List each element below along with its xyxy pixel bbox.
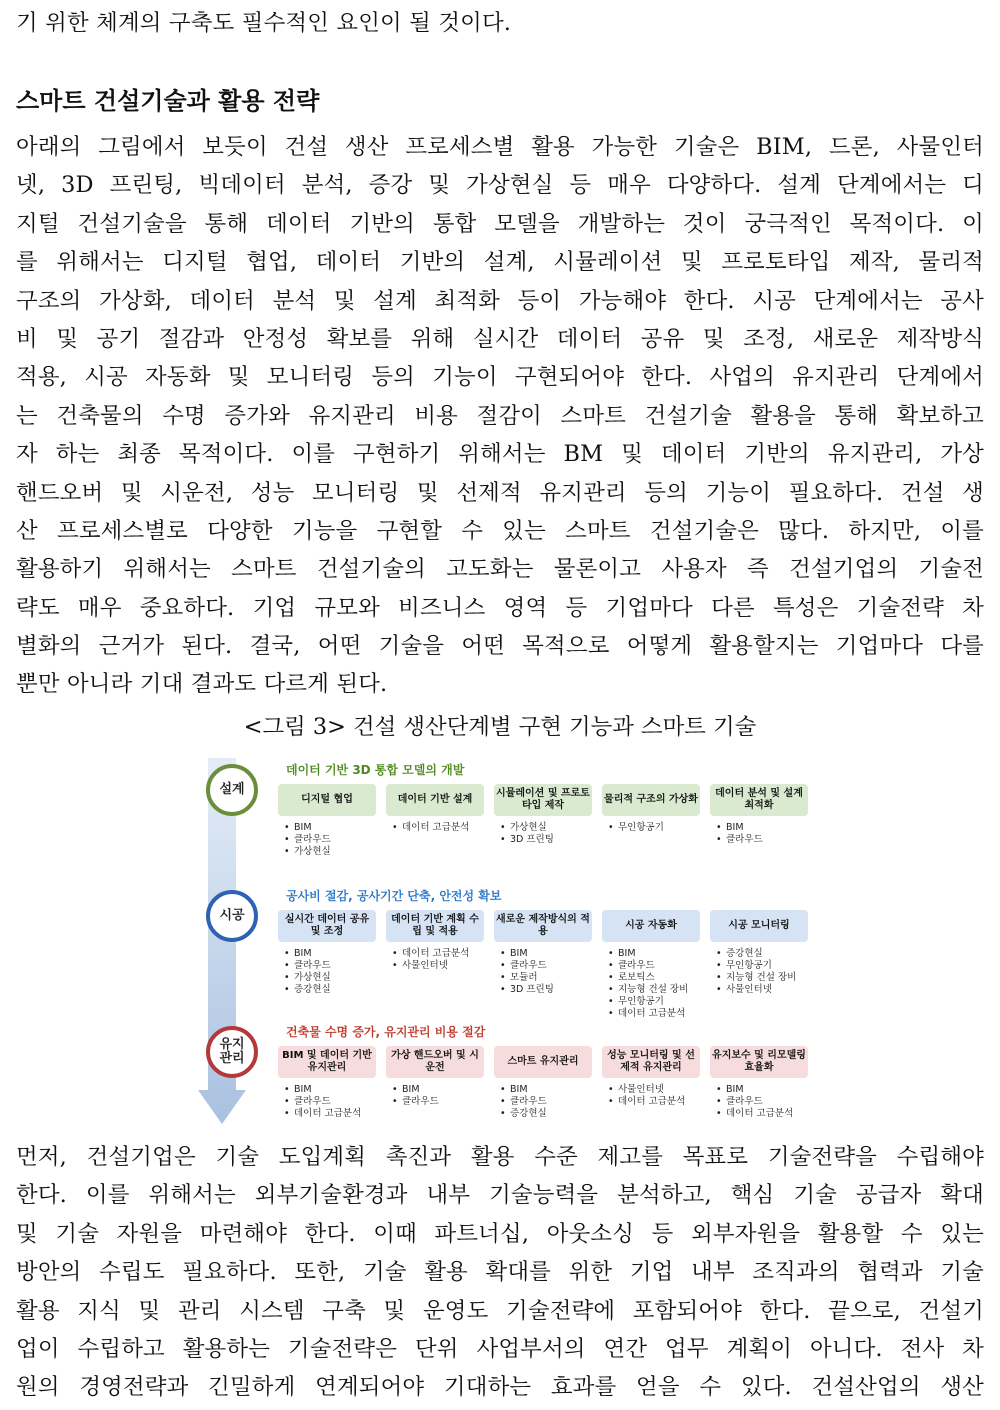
stage-circle-design: 설계 (206, 764, 258, 816)
paragraph-main (16, 128, 984, 704)
tech-list (716, 948, 820, 996)
tech-item: • 데이터 고급분석 (716, 1108, 820, 1120)
text-line: 자 하는 최종 목적이다. 이를 구현하기 위해서는 BM 및 데이터 기반의 유지관리, 가상 (16, 441, 984, 468)
tech-list (716, 1084, 820, 1120)
text-line: 활용하기 위해서는 스마트 건설기술의 고도화는 물론이고 사용자 즉 건설기업의 기술전 (16, 556, 984, 583)
tech-item: • 가상현실 (284, 846, 388, 858)
function-box: 디지털 협업 (278, 784, 376, 816)
tech-list (392, 822, 496, 834)
tech-item: • BIM (284, 948, 388, 960)
function-box: BIM 및 데이터 기반 유지관리 (278, 1046, 376, 1078)
tech-item: • 클라우드 (500, 960, 604, 972)
tech-item: • 데이터 고급분석 (392, 948, 496, 960)
tech-list (392, 948, 496, 972)
stage-circle-maintenance: 유지 관리 (206, 1026, 258, 1078)
function-box: 물리적 구조의 가상화 (602, 784, 700, 816)
tech-item: • BIM (716, 1084, 820, 1096)
tech-item: • BIM (284, 822, 388, 834)
tech-item: • 클라우드 (716, 1096, 820, 1108)
figure-caption: <그림 3> 건설 생산단계별 구현 기능과 스마트 기술 (243, 714, 757, 740)
tech-item: • 사물인터넷 (608, 1084, 712, 1096)
paragraph-top (16, 4, 984, 42)
text-line: 방안의 수립도 필요하다. 또한, 기술 활용 확대를 위한 기업 내부 조직과의 협력과 기술 (16, 1259, 984, 1286)
function-box: 가상 핸드오버 및 시운전 (386, 1046, 484, 1078)
text-line: 한다. 이를 위해서는 외부기술환경과 내부 기술능력을 분석하고, 핵심 기술 공급자 확대 (16, 1182, 984, 1209)
stage-title-construction: 공사비 절감, 공사기간 단축, 안전성 확보 (286, 889, 502, 903)
tech-item: • 클라우드 (284, 834, 388, 846)
tech-item: • BIM (500, 1084, 604, 1096)
tech-item: • 지능형 건설 장비 (716, 972, 820, 984)
function-box: 데이터 분석 및 설계 최적화 (710, 784, 808, 816)
tech-list (284, 948, 388, 996)
tech-list (500, 1084, 604, 1120)
tech-item: • 가상현실 (500, 822, 604, 834)
tech-item: • 클라우드 (392, 1096, 496, 1108)
tech-item: • 클라우드 (716, 834, 820, 846)
tech-list (608, 822, 712, 834)
tech-item: • 증강현실 (500, 1108, 604, 1120)
tech-item: • 3D 프린팅 (500, 984, 604, 996)
text-line: 를 위해서는 디지털 협업, 데이터 기반의 설계, 시뮬레이션 및 프로토타입 제작, 물리적 (16, 249, 984, 276)
tech-list (608, 948, 712, 1020)
text-line: 산 프로세스별로 다양한 기능을 구현할 수 있는 스마트 건설기술은 많다. 하지만, 이를 (16, 517, 984, 544)
text-line: 원의 경영전략과 긴밀하게 연계되어야 기대하는 효과를 얻을 수 있다. 건설산업의 생산 (16, 1374, 984, 1401)
tech-list (392, 1084, 496, 1108)
tech-list (284, 822, 388, 858)
tech-item: • BIM (716, 822, 820, 834)
text-line: 비 및 공기 절감과 안정성 확보를 위해 실시간 데이터 공유 및 조정, 새로운 제작방식 (16, 325, 984, 352)
tech-list (284, 1084, 388, 1120)
tech-item: • 지능형 건설 장비 (608, 984, 712, 996)
function-box: 데이터 기반 계획 수립 및 적용 (386, 910, 484, 942)
text-line: 핸드오버 및 시운전, 성능 모니터링 및 선제적 유지관리 등의 기능이 필요하다. 건설 생 (16, 479, 984, 506)
text-line: 기 위한 체계의 구축도 필수적인 요인이 될 것이다. (16, 10, 512, 36)
text-line: 먼저, 건설기업은 기술 도입계획 촉진과 활용 수준 제고를 목표로 기술전략을 수립해야 (16, 1144, 984, 1170)
function-box: 시공 자동화 (602, 910, 700, 942)
text-line: 구조의 가상화, 데이터 분석 및 설계 최적화 등이 가능해야 한다. 시공 단계에서는 공사 (16, 287, 984, 314)
tech-item: • 무인항공기 (716, 960, 820, 972)
tech-item: • 클라우드 (284, 1096, 388, 1108)
tech-item: • 사물인터넷 (392, 960, 496, 972)
function-box: 데이터 기반 설계 (386, 784, 484, 816)
function-box: 스마트 유지관리 (494, 1046, 592, 1078)
section-heading: 스마트 건설기술과 활용 전략 (16, 87, 320, 115)
tech-item: • BIM (608, 948, 712, 960)
tech-item: • 클라우드 (500, 1096, 604, 1108)
text-line: 략도 매우 중요하다. 기업 규모와 비즈니스 영역 등 기업마다 다른 특성은 기술전략 차 (16, 594, 984, 621)
stage-title-maintenance: 건축물 수명 증가, 유지관리 비용 절감 (286, 1025, 486, 1039)
tech-item: • 로보틱스 (608, 972, 712, 984)
text-line: 아래의 그림에서 보듯이 건설 생산 프로세스별 활용 가능한 기술은 BIM, 드론, 사물인터 (16, 134, 984, 160)
function-box: 시뮬레이션 및 프로토타입 제작 (494, 784, 592, 816)
function-box: 새로운 제작방식의 적용 (494, 910, 592, 942)
function-box: 성능 모니터링 및 선제적 유지관리 (602, 1046, 700, 1078)
tech-item: • BIM (392, 1084, 496, 1096)
text-line: 활용 지식 및 관리 시스템 구축 및 운영도 기술전략에 포함되어야 한다. 끝으로, 건설기 (16, 1297, 984, 1324)
text-line: 는 건축물의 수명 증가와 유지관리 비용 절감이 스마트 건설기술 활용을 통해 확보하고 (16, 402, 984, 429)
tech-list (716, 822, 820, 846)
tech-item: • 증강현실 (284, 984, 388, 996)
tech-list (608, 1084, 712, 1108)
text-line: 적용, 시공 자동화 및 모니터링 등의 기능이 구현되어야 한다. 사업의 유지관리 단계에서 (16, 364, 984, 391)
stage-title-design: 데이터 기반 3D 통합 모델의 개발 (286, 763, 465, 777)
text-line: 및 기술 자원을 마련해야 한다. 이때 파트너십, 아웃소싱 등 외부자원을 활용할 수 있는 (16, 1220, 984, 1247)
paragraph-bottom (16, 1138, 984, 1407)
function-box: 실시간 데이터 공유 및 조정 (278, 910, 376, 942)
text-line: 지털 건설기술을 통해 데이터 기반의 통합 모델을 개발하는 것이 궁극적인 목적이다. 이 (16, 210, 984, 237)
text-line: 업이 수립하고 활용하는 기술전략은 단위 사업부서의 연간 업무 계획이 아니다. 전사 차 (16, 1335, 984, 1362)
tech-item: • 3D 프린팅 (500, 834, 604, 846)
function-box: 유지보수 및 리모델링 효율화 (710, 1046, 808, 1078)
tech-item: • 클라우드 (284, 960, 388, 972)
tech-item: • 데이터 고급분석 (608, 1096, 712, 1108)
text-line: 별화의 근거가 된다. 결국, 어떤 기술을 어떤 목적으로 어떻게 활용할지는 기업마다 다를 (16, 633, 984, 660)
tech-item: • 증강현실 (716, 948, 820, 960)
text-line: 뿐만 아니라 기대 결과도 다르게 된다. (16, 671, 388, 698)
tech-item: • 모듈러 (500, 972, 604, 984)
tech-item: • 데이터 고급분석 (392, 822, 496, 834)
tech-item: • BIM (500, 948, 604, 960)
tech-item: • 무인항공기 (608, 822, 712, 834)
tech-item: • 클라우드 (608, 960, 712, 972)
tech-list (500, 822, 604, 846)
figure-diagram (196, 754, 808, 1126)
tech-item: • 사물인터넷 (716, 984, 820, 996)
text-line: 넷, 3D 프린팅, 빅데이터 분석, 증강 및 가상현실 등 매우 다양하다. 설계 단계에서는 디 (16, 172, 984, 199)
tech-item: • BIM (284, 1084, 388, 1096)
tech-item: • 데이터 고급분석 (608, 1008, 712, 1020)
function-box: 시공 모니터링 (710, 910, 808, 942)
tech-item: • 데이터 고급분석 (284, 1108, 388, 1120)
stage-circle-construction: 시공 (206, 890, 258, 942)
tech-item: • 무인항공기 (608, 996, 712, 1008)
tech-item: • 가상현실 (284, 972, 388, 984)
tech-list (500, 948, 604, 996)
